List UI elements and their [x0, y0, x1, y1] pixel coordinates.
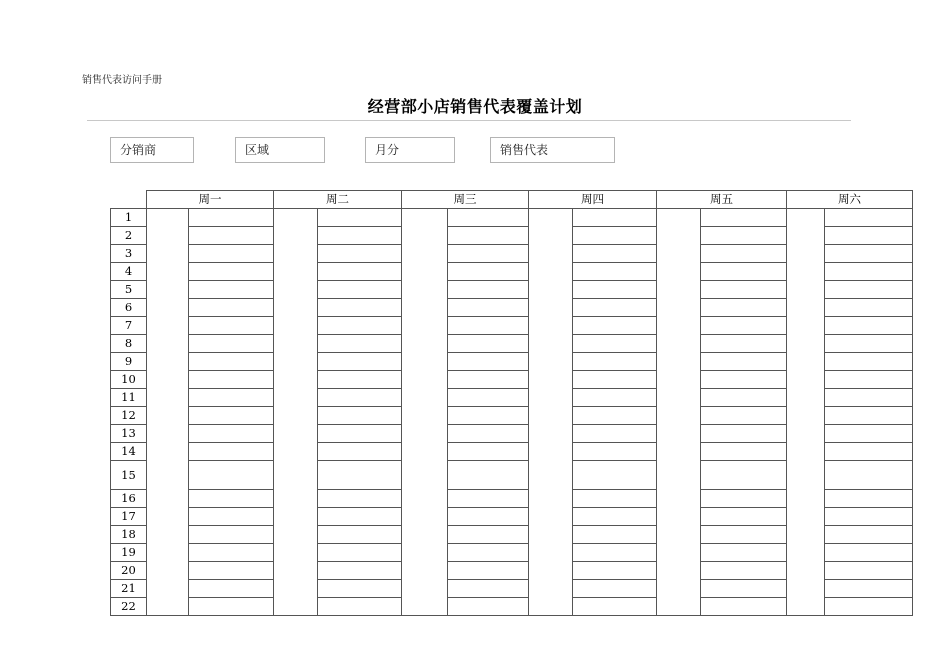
store-entry-cell[interactable]	[189, 353, 274, 371]
store-entry-cell[interactable]	[573, 371, 657, 389]
distributor-field[interactable]: 分销商	[110, 137, 194, 163]
store-entry-cell[interactable]	[573, 281, 657, 299]
store-entry-cell[interactable]	[573, 598, 657, 616]
month-field[interactable]: 月分	[365, 137, 455, 163]
row-number: 17	[111, 508, 147, 526]
store-entry-cell[interactable]	[701, 508, 787, 526]
store-entry-cell[interactable]	[573, 544, 657, 562]
store-entry-cell[interactable]	[189, 443, 274, 461]
store-entry-cell[interactable]	[448, 598, 529, 616]
store-entry-cell[interactable]	[448, 263, 529, 281]
day-header: 周四	[529, 191, 657, 209]
day-marker-column[interactable]	[147, 209, 189, 616]
store-entry-cell[interactable]	[448, 299, 529, 317]
store-entry-cell[interactable]	[825, 407, 913, 425]
store-entry-cell[interactable]	[573, 245, 657, 263]
store-entry-cell[interactable]	[189, 281, 274, 299]
store-entry-cell[interactable]	[825, 544, 913, 562]
store-entry-cell[interactable]	[701, 598, 787, 616]
region-field[interactable]: 区域	[235, 137, 325, 163]
store-entry-cell[interactable]	[825, 598, 913, 616]
store-entry-cell[interactable]	[189, 209, 274, 227]
day-header: 周二	[274, 191, 402, 209]
store-entry-cell[interactable]	[701, 461, 787, 490]
day-header: 周一	[147, 191, 274, 209]
store-entry-cell[interactable]	[189, 407, 274, 425]
store-entry-cell[interactable]	[189, 317, 274, 335]
coverage-schedule-table	[110, 190, 913, 616]
store-entry-cell[interactable]	[701, 317, 787, 335]
store-entry-cell[interactable]	[573, 508, 657, 526]
store-entry-cell[interactable]	[189, 598, 274, 616]
row-number: 1	[111, 209, 147, 227]
store-entry-cell[interactable]	[701, 263, 787, 281]
store-entry-cell[interactable]	[448, 371, 529, 389]
store-entry-cell[interactable]	[701, 299, 787, 317]
row-number: 9	[111, 353, 147, 371]
store-entry-cell[interactable]	[701, 335, 787, 353]
row-number: 20	[111, 562, 147, 580]
row-number: 7	[111, 317, 147, 335]
store-entry-cell[interactable]	[448, 317, 529, 335]
store-entry-cell[interactable]	[448, 227, 529, 245]
store-entry-cell[interactable]	[189, 580, 274, 598]
store-entry-cell[interactable]	[825, 490, 913, 508]
store-entry-cell[interactable]	[189, 389, 274, 407]
store-entry-cell[interactable]	[189, 562, 274, 580]
store-entry-cell[interactable]	[318, 443, 402, 461]
store-entry-cell[interactable]	[189, 227, 274, 245]
store-entry-cell[interactable]	[448, 562, 529, 580]
store-entry-cell[interactable]	[825, 299, 913, 317]
store-entry-cell[interactable]	[573, 580, 657, 598]
store-entry-cell[interactable]	[318, 526, 402, 544]
store-entry-cell[interactable]	[825, 461, 913, 490]
store-entry-cell[interactable]	[701, 209, 787, 227]
store-entry-cell[interactable]	[701, 227, 787, 245]
store-entry-cell[interactable]	[189, 526, 274, 544]
store-entry-cell[interactable]	[448, 443, 529, 461]
store-entry-cell[interactable]	[448, 425, 529, 443]
store-entry-cell[interactable]	[318, 389, 402, 407]
store-entry-cell[interactable]	[825, 245, 913, 263]
store-entry-cell[interactable]	[701, 490, 787, 508]
day-marker-column[interactable]	[402, 209, 448, 616]
manual-header-note: 销售代表访问手册	[82, 75, 162, 86]
store-entry-cell[interactable]	[448, 544, 529, 562]
store-entry-cell[interactable]	[448, 281, 529, 299]
day-header: 周三	[402, 191, 529, 209]
row-number: 18	[111, 526, 147, 544]
row-number: 15	[111, 461, 147, 490]
table-row	[111, 209, 913, 227]
store-entry-cell[interactable]	[318, 562, 402, 580]
store-entry-cell[interactable]	[825, 526, 913, 544]
day-header: 周五	[657, 191, 787, 209]
store-entry-cell[interactable]	[573, 389, 657, 407]
day-marker-column[interactable]	[529, 209, 573, 616]
store-entry-cell[interactable]	[825, 209, 913, 227]
store-entry-cell[interactable]	[318, 209, 402, 227]
store-entry-cell[interactable]	[318, 299, 402, 317]
store-entry-cell[interactable]	[318, 490, 402, 508]
store-entry-cell[interactable]	[825, 580, 913, 598]
day-header: 周六	[787, 191, 913, 209]
store-entry-cell[interactable]	[825, 263, 913, 281]
store-entry-cell[interactable]	[318, 508, 402, 526]
store-entry-cell[interactable]	[189, 371, 274, 389]
store-entry-cell[interactable]	[825, 353, 913, 371]
row-number: 4	[111, 263, 147, 281]
store-entry-cell[interactable]	[189, 490, 274, 508]
store-entry-cell[interactable]	[318, 281, 402, 299]
store-entry-cell[interactable]	[701, 353, 787, 371]
store-entry-cell[interactable]	[573, 227, 657, 245]
store-entry-cell[interactable]	[318, 263, 402, 281]
row-number: 3	[111, 245, 147, 263]
store-entry-cell[interactable]	[825, 443, 913, 461]
store-entry-cell[interactable]	[573, 353, 657, 371]
store-entry-cell[interactable]	[189, 335, 274, 353]
row-number: 22	[111, 598, 147, 616]
store-entry-cell[interactable]	[318, 317, 402, 335]
store-entry-cell[interactable]	[189, 461, 274, 490]
store-entry-cell[interactable]	[573, 526, 657, 544]
store-entry-cell[interactable]	[701, 245, 787, 263]
store-entry-cell[interactable]	[318, 245, 402, 263]
store-entry-cell[interactable]	[701, 580, 787, 598]
store-entry-cell[interactable]	[318, 425, 402, 443]
store-entry-cell[interactable]	[448, 245, 529, 263]
store-entry-cell[interactable]	[701, 281, 787, 299]
store-entry-cell[interactable]	[573, 335, 657, 353]
store-entry-cell[interactable]	[189, 544, 274, 562]
store-entry-cell[interactable]	[701, 544, 787, 562]
store-entry-cell[interactable]	[318, 353, 402, 371]
day-marker-column[interactable]	[657, 209, 701, 616]
store-entry-cell[interactable]	[189, 245, 274, 263]
title-divider	[87, 120, 851, 121]
row-number: 11	[111, 389, 147, 407]
store-entry-cell[interactable]	[825, 371, 913, 389]
store-entry-cell[interactable]	[448, 353, 529, 371]
store-entry-cell[interactable]	[825, 508, 913, 526]
store-entry-cell[interactable]	[701, 389, 787, 407]
store-entry-cell[interactable]	[318, 461, 402, 490]
store-entry-cell[interactable]	[573, 263, 657, 281]
store-entry-cell[interactable]	[573, 490, 657, 508]
row-number: 8	[111, 335, 147, 353]
store-entry-cell[interactable]	[318, 371, 402, 389]
store-entry-cell[interactable]	[701, 425, 787, 443]
row-number: 12	[111, 407, 147, 425]
store-entry-cell[interactable]	[318, 227, 402, 245]
row-number: 2	[111, 227, 147, 245]
store-entry-cell[interactable]	[448, 461, 529, 490]
store-entry-cell[interactable]	[448, 335, 529, 353]
store-entry-cell[interactable]	[448, 209, 529, 227]
store-entry-cell[interactable]	[825, 227, 913, 245]
store-entry-cell[interactable]	[189, 508, 274, 526]
row-number: 19	[111, 544, 147, 562]
store-entry-cell[interactable]	[701, 526, 787, 544]
store-entry-cell[interactable]	[189, 425, 274, 443]
store-entry-cell[interactable]	[448, 580, 529, 598]
corner-cell	[111, 191, 147, 209]
day-marker-column[interactable]	[274, 209, 318, 616]
row-number: 14	[111, 443, 147, 461]
row-number: 10	[111, 371, 147, 389]
row-number: 16	[111, 490, 147, 508]
store-entry-cell[interactable]	[573, 425, 657, 443]
page-title: 经营部小店销售代表覆盖计划	[367, 97, 583, 116]
store-entry-cell[interactable]	[448, 526, 529, 544]
store-entry-cell[interactable]	[825, 425, 913, 443]
row-number: 5	[111, 281, 147, 299]
row-number: 6	[111, 299, 147, 317]
store-entry-cell[interactable]	[825, 389, 913, 407]
store-entry-cell[interactable]	[573, 209, 657, 227]
store-entry-cell[interactable]	[318, 407, 402, 425]
store-entry-cell[interactable]	[825, 281, 913, 299]
store-entry-cell[interactable]	[189, 299, 274, 317]
store-entry-cell[interactable]	[318, 580, 402, 598]
store-entry-cell[interactable]	[825, 317, 913, 335]
store-entry-cell[interactable]	[573, 461, 657, 490]
store-entry-cell[interactable]	[825, 562, 913, 580]
store-entry-cell[interactable]	[701, 562, 787, 580]
store-entry-cell[interactable]	[318, 335, 402, 353]
store-entry-cell[interactable]	[701, 407, 787, 425]
store-entry-cell[interactable]	[448, 490, 529, 508]
store-entry-cell[interactable]	[573, 443, 657, 461]
store-entry-cell[interactable]	[318, 544, 402, 562]
day-marker-column[interactable]	[787, 209, 825, 616]
store-entry-cell[interactable]	[573, 562, 657, 580]
store-entry-cell[interactable]	[825, 335, 913, 353]
store-entry-cell[interactable]	[448, 508, 529, 526]
row-number: 13	[111, 425, 147, 443]
store-entry-cell[interactable]	[189, 263, 274, 281]
store-entry-cell[interactable]	[318, 598, 402, 616]
store-entry-cell[interactable]	[448, 407, 529, 425]
store-entry-cell[interactable]	[573, 407, 657, 425]
store-entry-cell[interactable]	[573, 299, 657, 317]
store-entry-cell[interactable]	[701, 371, 787, 389]
row-number: 21	[111, 580, 147, 598]
store-entry-cell[interactable]	[701, 443, 787, 461]
sales-rep-field[interactable]: 销售代表	[490, 137, 615, 163]
store-entry-cell[interactable]	[573, 317, 657, 335]
store-entry-cell[interactable]	[448, 389, 529, 407]
